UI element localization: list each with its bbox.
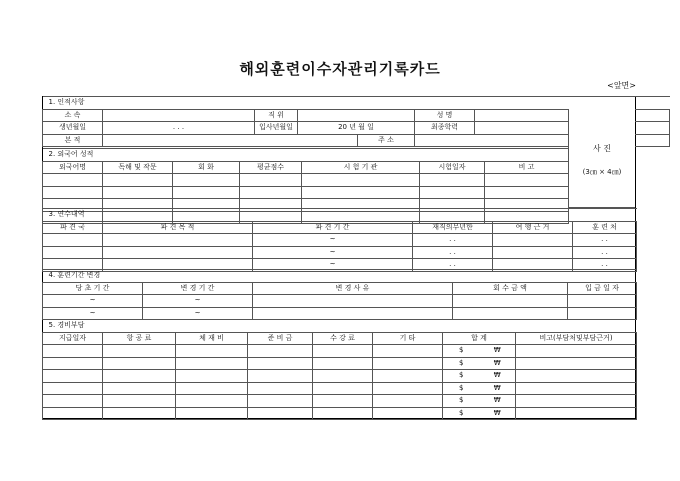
affiliation-label: 소 속 [43, 109, 103, 122]
affiliation-field[interactable] [103, 109, 255, 122]
section-2-heading: 2. 외국어 성적 [43, 149, 569, 162]
photo-box[interactable] [568, 109, 635, 208]
address-label: 주 소 [358, 134, 415, 147]
col-original-period: 당 초 기 간 [43, 282, 143, 295]
section-3-heading: 3. 연수내역 [43, 209, 637, 222]
col-deposit-date: 입 금 일 자 [568, 282, 637, 295]
position-label: 직 위 [255, 109, 298, 122]
page-side-tag: <앞면> [607, 81, 636, 90]
table-row [43, 174, 569, 187]
table-row: $ ₩ [43, 395, 637, 408]
col-stay-cost: 체 재 비 [176, 332, 248, 345]
table-row: ~ . . . . [43, 259, 637, 272]
col-payment-date: 지급일자 [43, 332, 103, 345]
col-training-place: 훈 련 처 [573, 221, 637, 234]
name-label: 성 명 [415, 109, 475, 122]
page-title: 해외훈련이수자관리기록카드 [239, 60, 441, 78]
expense-table [42, 319, 637, 420]
photo-size: (3㎝ × 4㎝) [582, 168, 622, 176]
col-exam-date: 시험일자 [420, 161, 485, 174]
education-label: 최종학력 [415, 122, 475, 135]
col-tuition: 수 강 료 [313, 332, 373, 345]
col-total: 합 계 [443, 332, 516, 345]
col-expense-remarks: 비고(부담처및부담근거) [516, 332, 637, 345]
table-row: ~ . . . . [43, 234, 637, 247]
col-period: 파 견 기 간 [253, 221, 413, 234]
col-refund-amount: 회 수 금 액 [453, 282, 568, 295]
section-1-heading: 1. 인적사항 [43, 97, 670, 110]
col-conversation: 회 화 [173, 161, 240, 174]
section-4-heading: 4. 훈련기간 변경 [43, 270, 637, 283]
col-reading-writing: 독해 및 작문 [103, 161, 173, 174]
col-travel-basis: 여 행 근 거 [493, 221, 573, 234]
birth-field[interactable]: . . . [103, 122, 255, 135]
birth-label: 생년월일 [43, 122, 103, 135]
col-language: 외국어명 [43, 161, 103, 174]
position-field[interactable] [298, 109, 415, 122]
col-service-duty: 재직의무년한 [413, 221, 493, 234]
col-preparation: 준 비 금 [248, 332, 313, 345]
col-exam-agency: 시 험 기 관 [302, 161, 420, 174]
col-change-reason: 변 경 사 유 [253, 282, 453, 295]
col-airfare: 항 공 료 [103, 332, 176, 345]
table-row: ~ . . . . [43, 246, 637, 259]
col-remarks: 비 고 [485, 161, 569, 174]
table-row: $ ₩ [43, 382, 637, 395]
col-country: 파 견 국 [43, 221, 103, 234]
table-row: $ ₩ [43, 407, 637, 420]
table-row: ~ ~ [43, 295, 637, 308]
section-5-heading: 5. 경비부담 [43, 320, 637, 333]
domicile-label: 본 적 [43, 134, 103, 147]
col-other: 기 타 [373, 332, 443, 345]
col-average: 평균점수 [240, 161, 302, 174]
domicile-field[interactable] [103, 134, 358, 147]
col-changed-period: 변 경 기 간 [143, 282, 253, 295]
col-purpose: 파 견 목 적 [103, 221, 253, 234]
table-row: $ ₩ [43, 357, 637, 370]
hire-date-label: 입사년월일 [255, 122, 298, 135]
table-row: ~ ~ [43, 307, 637, 320]
table-row: $ ₩ [43, 370, 637, 383]
photo-label: 사 진 [593, 144, 611, 153]
period-change-table [42, 269, 637, 320]
table-row [43, 186, 569, 199]
training-history-table [42, 208, 637, 272]
hire-date-field[interactable]: 20 년 월 일 [298, 122, 415, 135]
table-row: $ ₩ [43, 345, 637, 358]
